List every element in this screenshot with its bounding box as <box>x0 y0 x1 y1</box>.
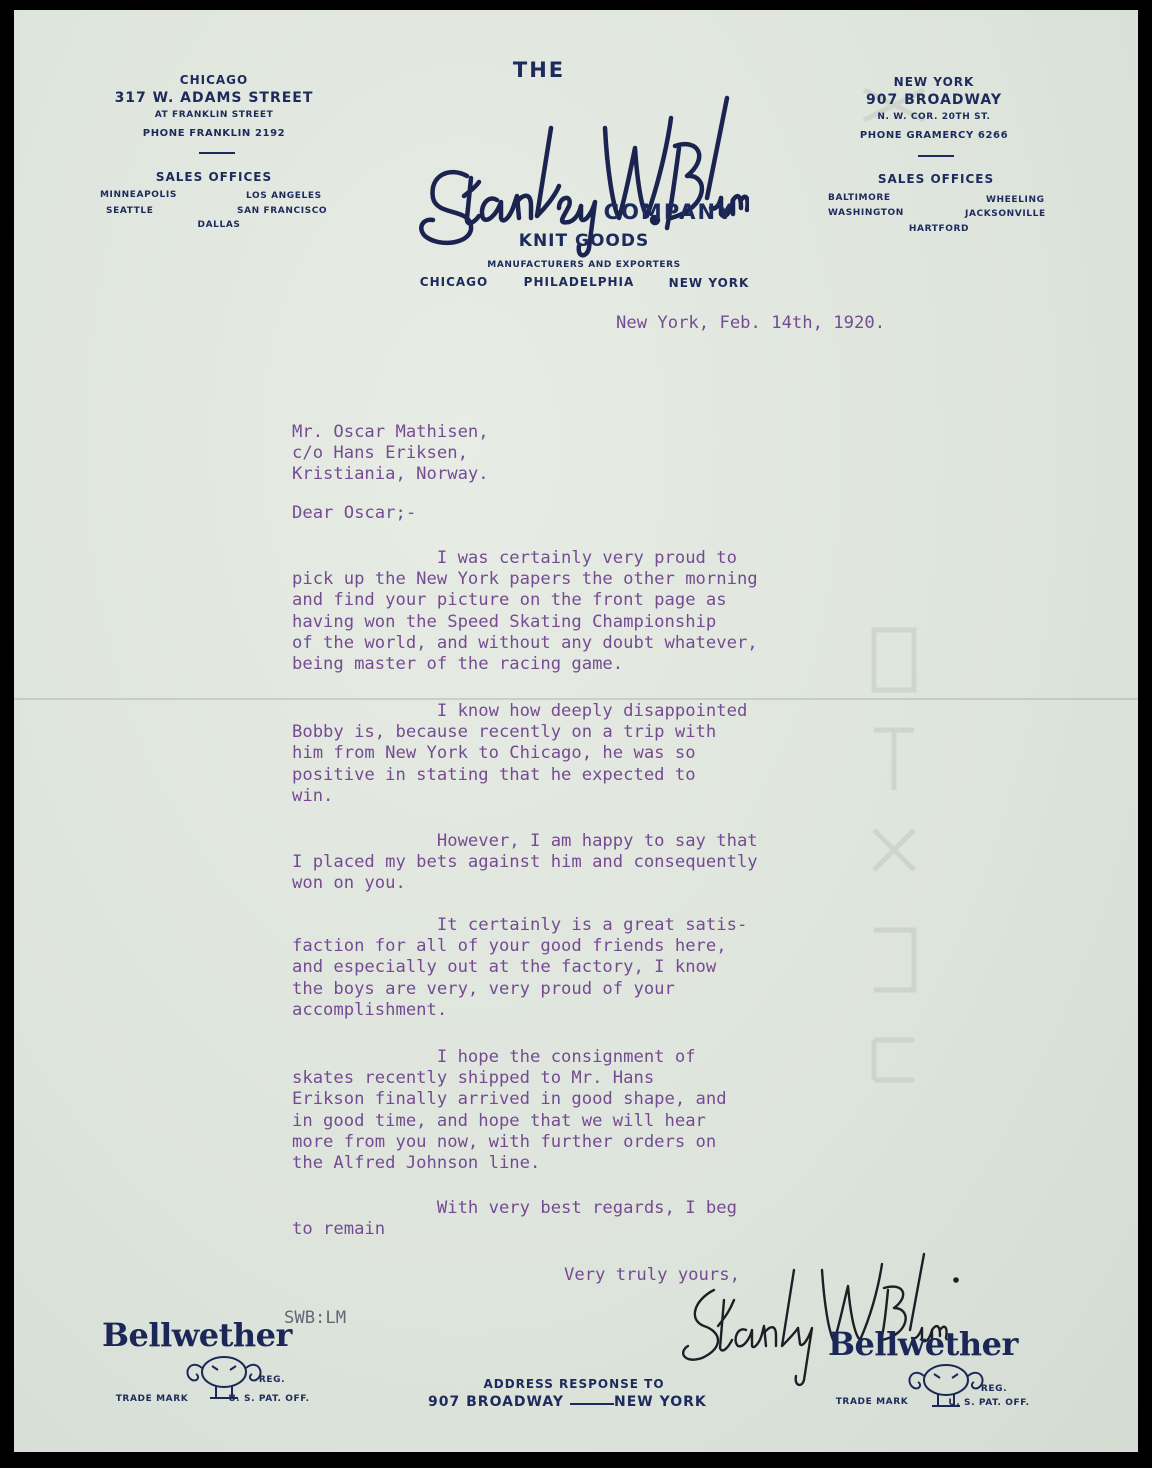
letterhead-tagline: MANUFACTURERS AND EXPORTERS <box>487 260 681 270</box>
letter-paragraph-2: I know how deeply disappointed Bobby is, because recently on a trip with him from New York to Chicago, he was so positive in stating that he expected to win. <box>292 701 748 806</box>
left-office-3: SEATTLE <box>106 206 154 216</box>
right-city: NEW YORK <box>893 75 975 89</box>
footer-right-brand: Bellwether <box>828 1325 1018 1363</box>
right-sales-title: SALES OFFICES <box>877 172 995 186</box>
right-office-2: WHEELING <box>986 195 1045 205</box>
footer-left-brand: Bellwether <box>102 1316 292 1354</box>
letter-recipient: Mr. Oscar Mathisen, c/o Hans Eriksen, Kristiania, Norway. <box>292 422 489 485</box>
footer-left-pat-off: U. S. PAT. OFF. <box>228 1394 310 1404</box>
footer-right-trade-mark: TRADE MARK <box>835 1397 909 1407</box>
right-office-5: HARTFORD <box>908 224 970 234</box>
letterhead-city-new-york: NEW YORK <box>668 276 750 290</box>
letterhead-city-philadelphia: PHILADELPHIA <box>523 275 635 289</box>
left-office-5: DALLAS <box>197 220 241 230</box>
left-divider <box>199 152 235 154</box>
letterhead-knit-goods: KNIT GOODS <box>518 231 650 251</box>
letter-paragraph-1: I was certainly very proud to pick up the New York papers the other morning and find your picture on the front page as having won the Speed Skating Championship of the world, and without any doubt whatever, being master of the racing game. <box>292 548 758 675</box>
letterhead-the: THE <box>512 58 566 82</box>
letter-sheet <box>14 10 1138 1452</box>
letter-date: New York, Feb. 14th, 1920. <box>616 313 886 333</box>
footer-address-city: NEW YORK <box>614 1394 707 1410</box>
right-cross-street: N. W. COR. 20TH ST. <box>877 112 991 122</box>
footer-address-label: ADDRESS RESPONSE TO <box>483 1377 665 1391</box>
letter-paragraph-3: However, I am happy to say that I placed my bets against him and consequently won on you. <box>292 831 758 894</box>
right-office-4: JACKSONVILLE <box>965 209 1046 219</box>
right-phone: PHONE GRAMERCY 6266 <box>859 130 1009 141</box>
right-street: 907 BROADWAY <box>866 92 1002 108</box>
letterhead-city-chicago: CHICAGO <box>419 275 489 289</box>
footer-right-reg: REG. <box>980 1384 1008 1394</box>
letter-initials: SWB:LM <box>284 1308 347 1328</box>
right-divider <box>918 155 954 157</box>
letter-paragraph-4: It certainly is a great satis- faction for all of your good friends here, and especially out at the factory, I know the boys are very, very proud of your accomplishment. <box>292 915 748 1020</box>
footer-right-pat-off: U. S. PAT. OFF. <box>948 1398 1030 1408</box>
left-office-4: SAN FRANCISCO <box>237 206 328 216</box>
left-office-2: LOS ANGELES <box>246 191 322 201</box>
letterhead-company: COMPANY <box>603 200 735 224</box>
right-office-3: WASHINGTON <box>828 208 904 218</box>
letter-paragraph-5: I hope the consignment of skates recently shipped to Mr. Hans Erikson finally arrived in good shape, and in good time, and hope that we will hear more from you now, with further orders on the Alfred Johnson line. <box>292 1047 727 1174</box>
footer-address-street: 907 BROADWAY <box>428 1394 564 1410</box>
right-office-1: BALTIMORE <box>828 193 891 203</box>
left-office-1: MINNEAPOLIS <box>100 190 177 200</box>
footer-address-dash <box>570 1403 614 1405</box>
left-street: 317 W. ADAMS STREET <box>114 90 314 106</box>
paper-fold <box>14 698 1138 700</box>
left-city: CHICAGO <box>179 73 249 87</box>
letter-salutation: Dear Oscar;- <box>292 503 417 523</box>
letter-paragraph-6: With very best regards, I beg to remain <box>292 1198 737 1240</box>
left-cross-street: AT FRANKLIN STREET <box>154 110 274 120</box>
footer-left-reg: REG. <box>258 1375 286 1385</box>
left-phone: PHONE FRANKLIN 2192 <box>142 128 286 139</box>
footer-left-trade-mark: TRADE MARK <box>115 1394 189 1404</box>
letter-closing: Very truly yours, <box>564 1265 740 1285</box>
company-script-logo <box>409 58 749 258</box>
left-sales-title: SALES OFFICES <box>155 170 273 184</box>
